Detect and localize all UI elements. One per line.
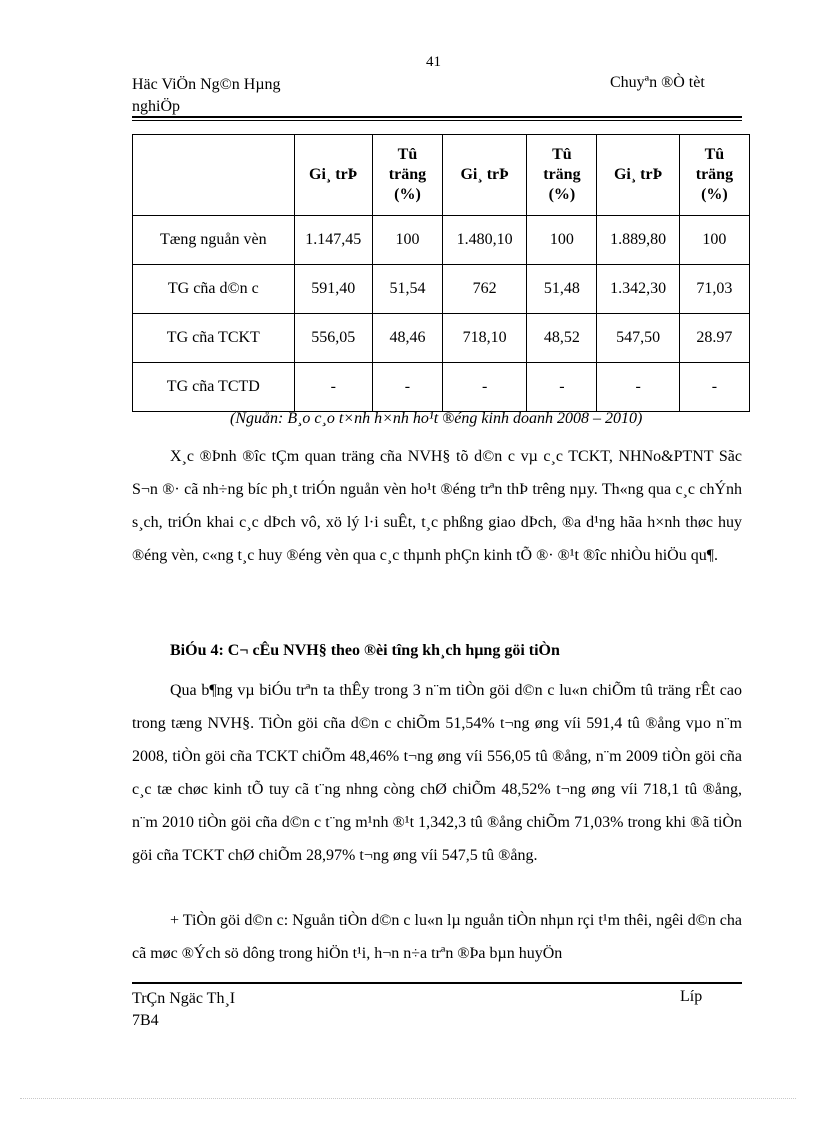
table-cell: 100 (527, 216, 597, 265)
table-row (133, 265, 750, 314)
table-cell: 51,48 (527, 265, 597, 314)
table-cell: 556,05 (294, 314, 372, 363)
table-cell: 71,03 (679, 265, 749, 314)
header-right: Chuyªn ®Ò tèt (610, 74, 705, 91)
table-cell: 48,46 (372, 314, 442, 363)
table-cell: 1.480,10 (443, 216, 527, 265)
table-header-row (133, 135, 750, 216)
table-cell: - (527, 363, 597, 412)
body-paragraph: + TiÒn göi d©n c: Nguån tiÒn d©n c lu«n lµ nguån tiÒn nhµn rçi t¹m thêi, ngêi d©n cha cã møc ®Ých sö dông trong hiÖn t¹i, h¬n n÷a trªn ®Þa bµn huyÖn (132, 912, 742, 962)
table-cell: 1.889,80 (597, 216, 679, 265)
table-cell: 591,40 (294, 265, 372, 314)
table-cell: Tæng nguån vèn (133, 216, 295, 265)
table-cell: - (443, 363, 527, 412)
table-header-cell: Gi¸ trÞ (443, 135, 527, 216)
table-cell: 28.97 (679, 314, 749, 363)
table-cell: TG cña TCTD (133, 363, 295, 412)
table-cell: 547,50 (597, 314, 679, 363)
table-cell: 718,10 (443, 314, 527, 363)
table-source-note: (Nguån: B¸o c¸o t×nh h×nh ho¹t ®éng kinh doanh 2008 – 2010) (230, 410, 643, 427)
body-paragraph: X¸c ®Þnh ®îc tÇm quan träng cña NVH§ tõ d©n c vµ c¸c TCKT, NHNo&PTNT Sãc S¬n ®· cã nh÷ng bíc ph¸t triÓn nguån vèn ho¹t ®éng trªn thÞ trêng nµy. Th«ng qua c¸c chÝnh s¸ch, triÓn khai c¸c dÞch vô, xö lý l·i suÊt, t¸c phßng giao dÞch, ®a d¹ng hãa h×nh thøc huy ®éng vèn, c«ng t¸c huy ®éng vèn qua c¸c thµnh phÇn kinh tÕ ®· ®¹t ®îc nhiÒu hiÖu qu¶. (132, 448, 742, 564)
footer-left (132, 988, 235, 1032)
table-cell: TG cña TCKT (133, 314, 295, 363)
table-cell: 762 (443, 265, 527, 314)
table-header-cell: Gi¸ trÞ (294, 135, 372, 216)
header-left (132, 74, 281, 118)
table-row (133, 216, 750, 265)
header-institution-cont: nghiÖp (132, 98, 180, 115)
page-edge-divider (20, 1098, 796, 1099)
footer-author: TrÇn Ngäc Th¸I (132, 990, 236, 1007)
header-institution: Häc ViÖn Ng©n Hµng (132, 76, 281, 93)
table-row (133, 314, 750, 363)
table-cell: TG cña d©n c (133, 265, 295, 314)
table-header-cell: Tû träng (%) (372, 135, 442, 216)
table-cell: 100 (372, 216, 442, 265)
table-row (133, 363, 750, 412)
table-header-cell (133, 135, 295, 216)
table-cell: 1.342,30 (597, 265, 679, 314)
table-cell: 1.147,45 (294, 216, 372, 265)
table-header-cell: Tû träng (%) (527, 135, 597, 216)
footer-class-label: Líp (680, 988, 703, 1005)
footer-rule (132, 982, 742, 984)
body-paragraph: Qua b¶ng vµ biÓu trªn ta thÊy trong 3 n¨m tiÒn göi d©n c lu«n chiÕm tû träng rÊt cao trong tæng NVH§. TiÒn göi cña d©n c chiÕm 51,54% t¬ng øng víi 591,4 tû ®ång vµo n¨m 2008, tiÒn göi cña TCKT chiÕm 48,46% t¬ng øng víi 556,05 tû ®ång, n¨m 2009 tiÒn göi cña c¸c tæ chøc kinh tÕ tuy cã t¨ng nhng còng chØ chiÕm 48,52% t¬ng øng víi 718,1 tû ®ång, n¨m 2010 tiÒn göi cña d©n c t¨ng m¹nh ®¹t 1,342,3 tû ®ång chiÕm 71,03% trong khi ®ã tiÒn göi cña TCKT chØ chiÕm 28,97% t¬ng øng víi 547,5 tû ®ång. (132, 682, 742, 864)
table-cell: - (679, 363, 749, 412)
section-title: BiÓu 4: C¬ cÊu NVH§ theo ®èi tîng kh¸ch hµng göi tiÒn (170, 642, 560, 659)
header-rule (132, 116, 742, 118)
table-cell: 48,52 (527, 314, 597, 363)
table-cell: 100 (679, 216, 749, 265)
table-cell: 51,54 (372, 265, 442, 314)
capital-structure-table (132, 134, 750, 412)
table-cell: - (372, 363, 442, 412)
footer-class-code: 7B4 (132, 1012, 159, 1029)
header-rule-thin (132, 120, 742, 121)
page-number: 41 (426, 54, 441, 70)
table-header-cell: Gi¸ trÞ (597, 135, 679, 216)
table-cell: - (294, 363, 372, 412)
table-cell: - (597, 363, 679, 412)
table-header-cell: Tû träng (%) (679, 135, 749, 216)
